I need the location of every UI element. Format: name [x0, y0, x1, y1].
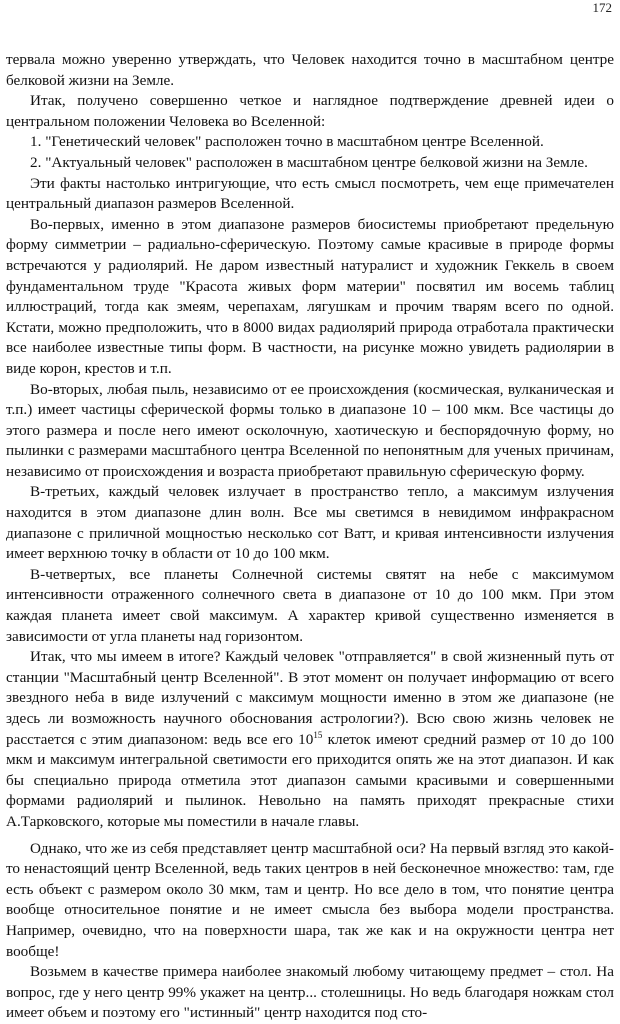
exponent: 15 — [313, 729, 323, 740]
paragraph — [6, 647, 614, 832]
text-body — [6, 50, 614, 1024]
page-number: 172 — [592, 0, 612, 15]
list-item: 1. "Генетический человек" расположен точно в масштабном центре Вселенной. — [30, 133, 544, 151]
paragraph-text: клеток имеют средний размер от 10 до 100 мкм и максимум интегральной светимости его приходится опять же на этот диапазон. И как бы специально природа отметила этот диапазон самыми красивыми и совершенными формами радиолярий и пылинок. Невольно на память приходят прекрасные стихи А.Тарковского, которые мы поместили в начале главы. — [6, 730, 614, 830]
paragraph: тервала можно уверенно утверждать, что Человек находится точно в масштабном центре белковой жизни на Земле. — [6, 51, 614, 89]
paragraph: Однако, что же из себя представляет центр масштабной оси? На первый взгляд это какой-то ненастоящий центр Вселенной, ведь таких центров в ней бесконечное множество: там, где есть объект с размером около 30 мкм, там и центр. Но все дело в том, что понятие центра вообще относительное понятие и не имеет смысла без выбора модели пространства. Например, очевидно, что на поверхности шара, так же как и на окружности центра нет вообще! — [6, 839, 614, 960]
list-item: 2. "Актуальный человек" расположен в масштабном центре белковой жизни на Земле. — [30, 153, 588, 171]
paragraph: Возьмем в качестве примера наиболее знакомый любому читающему предмет – стол. На вопрос, где у него центр 99% укажет на центр... столешницы. Но ведь благодаря ножкам стол имеет объем и поэтому его "истинный" центр находится под сто- — [6, 963, 614, 1022]
paragraph: Итак, получено совершенно четкое и наглядное подтверждение древней идеи о центральном положении Человека во Вселенной: — [6, 92, 614, 130]
paragraph-text: Итак, что мы имеем в итоге? Каждый человек "отправляется" в свой жизненный путь от станции "Масштабный центр Вселенной". В этот момент он получает информацию от всего звездного неба в виде излучений с максимум мощности именно в этом же диапазоне (не здесь ли возможность научного обоснования астрологии?). Всю свою жизнь человек не расстается с этим диапазоном: ведь все его 10 — [6, 648, 614, 748]
paragraph: Эти факты настолько интригующие, что есть смысл посмотреть, чем еще примечателен центральный диапазон размеров Вселенной. — [6, 174, 614, 213]
paragraph: В-четвертых, все планеты Солнечной системы святят на небе с максимумом интенсивности отраженного солнечного света в диапазоне от 10 до 100 мкм. При этом каждая планета имеет свой максимум. А характер кривой существенно изменяется в зависимости от угла планеты над горизонтом. — [6, 565, 614, 645]
paragraph: Во-первых, именно в этом диапазоне размеров биосистемы приобретают предельную форму симметрии – радиально-сферическую. Поэтому самые красивые в природе формы встречаются у радиолярий. Не даром известный натуралист и художник Геккель в своем фундаментальном труде "Красота живых форм материи" посвятил им восемь таблиц иллюстраций, тогда как змеям, черепахам, лягушкам и прочим тварям всего по одной. Кстати, можно предположить, что в 8000 видах радиолярий природа отработала практически все наиболее известные типы форм. В частности, на рисунке можно увидеть радиолярии в виде корон, крестов и т.п. — [6, 215, 614, 377]
paragraph: Во-вторых, любая пыль, независимо от ее происхождения (космическая, вулканическая и т.п.) имеет частицы сферической формы только в диапазоне 10 – 100 мкм. Все частицы до этого размера и после него имеют осколочную, хаотическую и беспорядочную форму, но пылинки с размерами масштабного центра Вселенной по непонятным для ученых причинам, независимо от происхождения и возраста приобретают правильную сферическую форму. — [6, 380, 614, 480]
paragraph: В-третьих, каждый человек излучает в пространство тепло, а максимум излучения находится в этом диапазоне длин волн. Все мы светимся в невидимом инфракрасном диапазоне с приличной мощностью несколько сот Ватт, и кривая интенсивности излучения имеет верхнюю точку в области от 10 до 100 мкм. — [6, 483, 614, 563]
